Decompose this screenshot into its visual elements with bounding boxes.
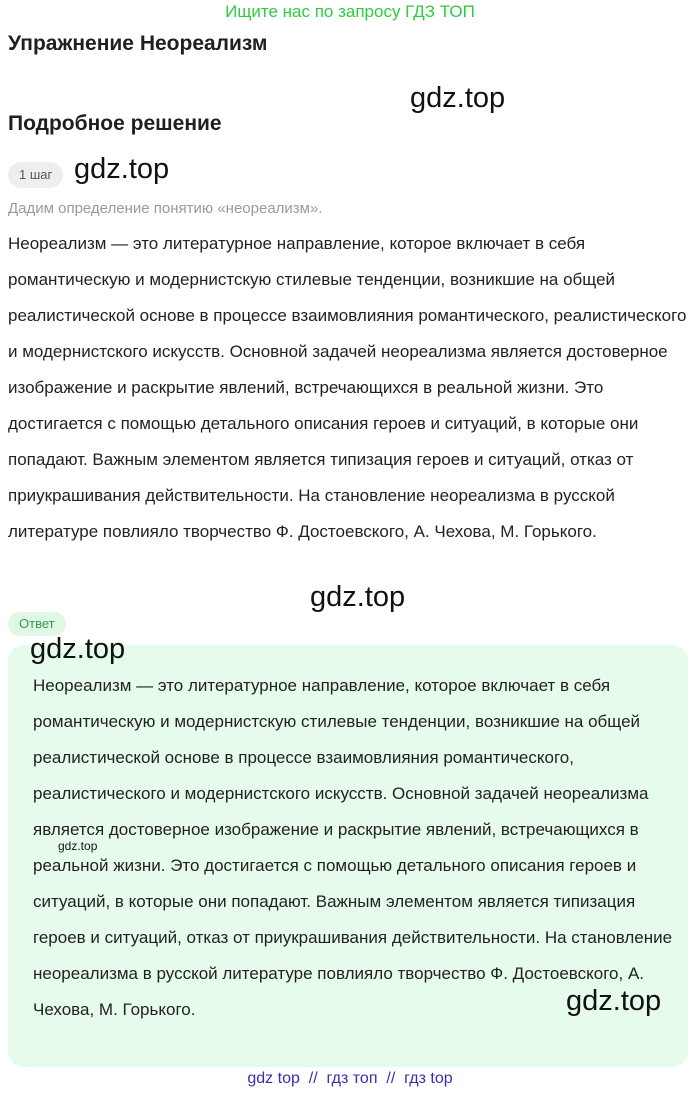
footer-links[interactable]: gdz top // гдз топ // гдз top xyxy=(247,1070,453,1087)
solution-heading: Подробное решение xyxy=(8,112,222,135)
promo-banner[interactable]: Ищите нас по запросу ГДЗ ТОП xyxy=(225,2,475,21)
answer-text: Неореализм — это литературное направление, которое включает в себя романтическую и модернистскую стилевые тенденции, возникшие на общей реалистической основе в процессе взаимовлияния романтического, реалистического и модернистского искусств. Основной задачей неореализма является достоверное изображение и раскрытие явлений, встречающихся в реальной жизни. Это достигается с помощью детального описания героев и ситуаций, в которые они попадают. Важным элементом является типизация героев и ситуаций, отказ от приукрашивания действительности. На становление неореализма в русской литературе повлияло творчество Ф. Достоевского, А. Чехова, М. Горького. xyxy=(33,676,673,1019)
solution-text: Неореализм — это литературное направление, которое включает в себя романтическую и модернистскую стилевые тенденции, возникшие на общей реалистической основе в процессе взаимовлияния романтического, реалистического и модернистского искусств. Основной задачей неореализма является достоверное изображение и раскрытие явлений, встречающихся в реальной жизни. Это достигается с помощью детального описания героев и ситуаций, в которые они попадают. Важным элементом является типизация героев и ситуаций, отказ от приукрашивания действительности. На становление неореализма в русской литературе повлияло творчество Ф. Достоевского, А. Чехова, М. Горького. xyxy=(8,234,687,541)
watermark-gdz-top: gdz.top xyxy=(310,581,406,613)
watermark-gdz-top: gdz.top xyxy=(58,839,98,853)
watermark-gdz-top: gdz.top xyxy=(30,633,126,665)
watermark-gdz-top: gdz.top xyxy=(74,153,170,185)
exercise-title: Упражнение Неореализм xyxy=(8,32,268,55)
answer-badge: Ответ xyxy=(8,612,66,636)
step-badge: 1 шаг xyxy=(8,162,63,188)
step-hint: Дадим определение понятию «неореализм». xyxy=(8,200,323,217)
watermark-gdz-top: gdz.top xyxy=(410,82,506,114)
watermark-gdz-top: gdz.top xyxy=(566,985,662,1017)
